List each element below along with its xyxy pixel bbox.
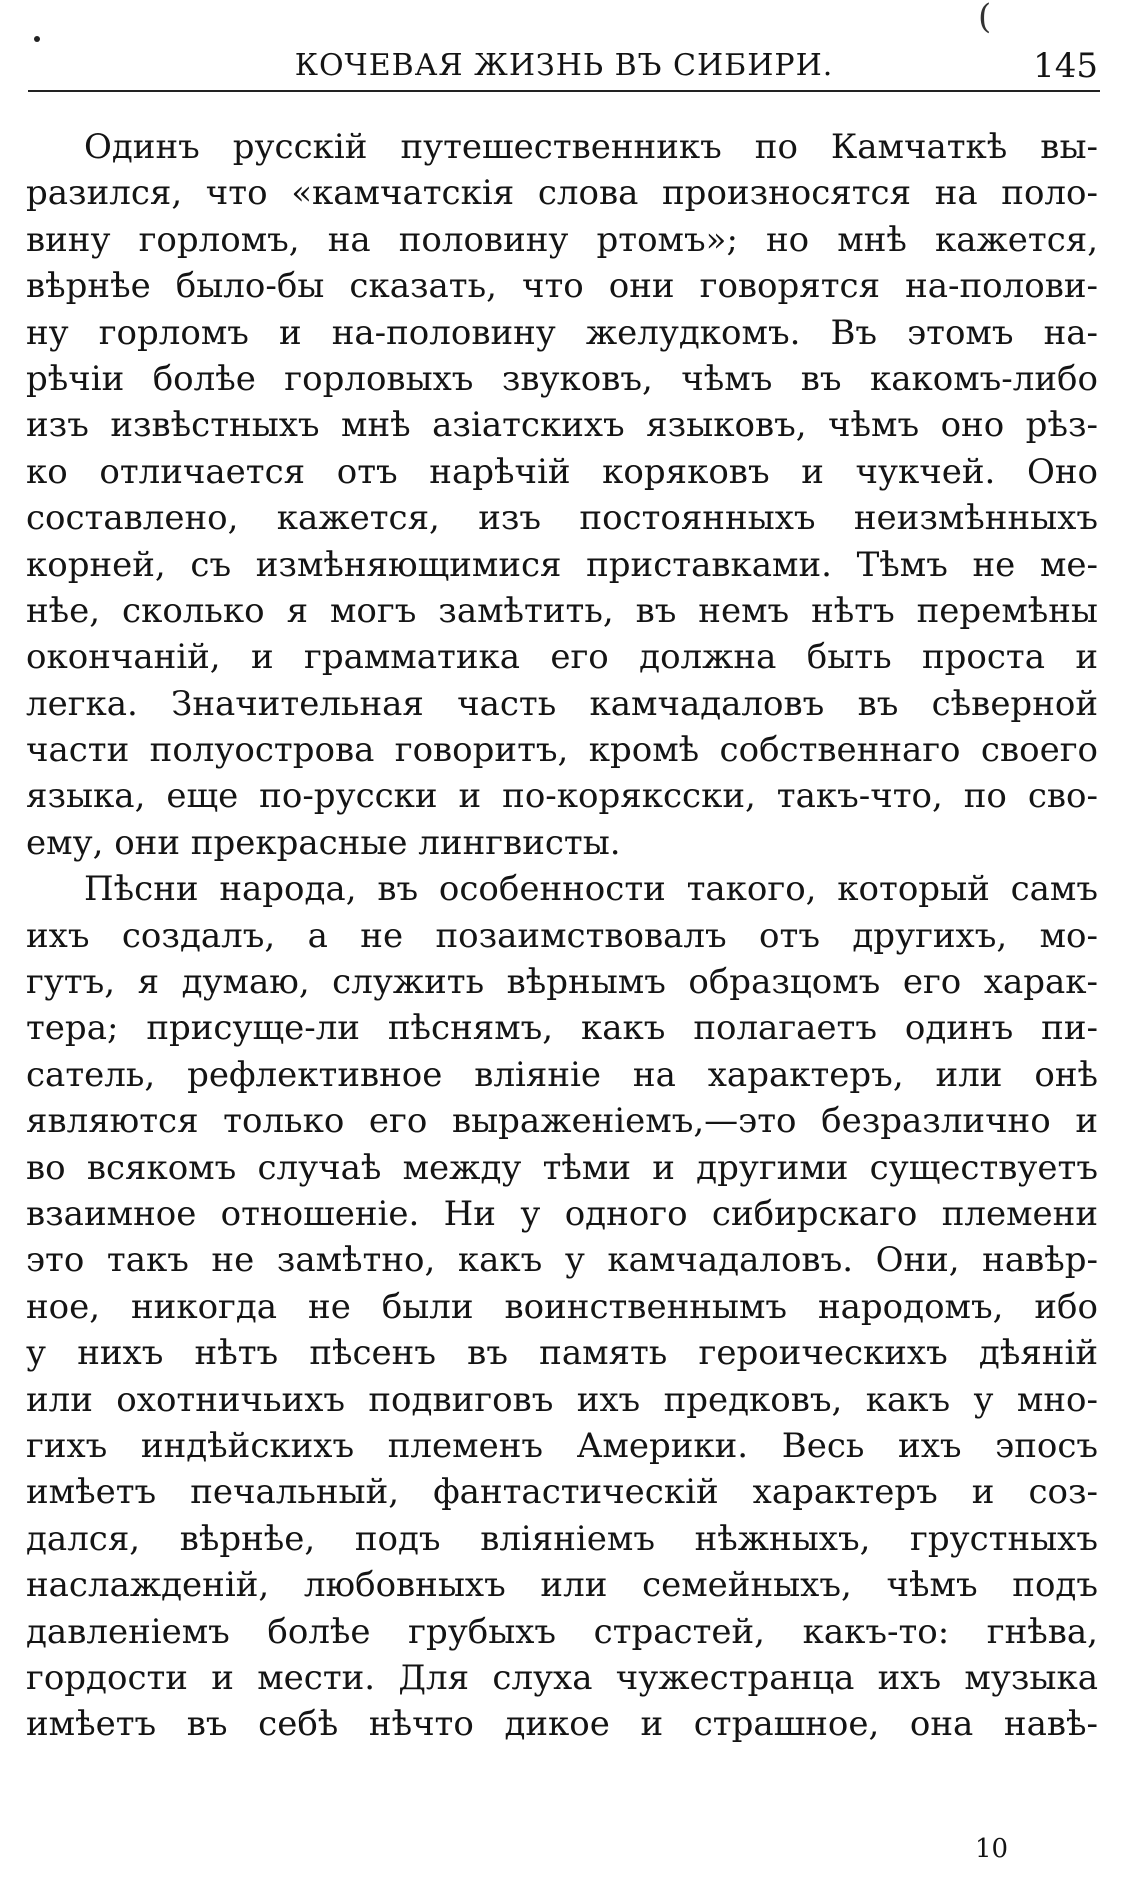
text-line: ихъ создалъ, а не позаимствовалъ отъ другихъ, мо-: [26, 915, 1098, 956]
text-line: тера; присуще-ли пѣснямъ, какъ полагаетъ одинъ пи-: [26, 1008, 1098, 1049]
body-text: [26, 124, 1098, 1748]
text-line: нѣе, сколько я могъ замѣтить, въ немъ нѣтъ перемѣны: [26, 590, 1098, 631]
text-line: или охотничьихъ подвиговъ ихъ предковъ, какъ у мно-: [26, 1379, 1098, 1420]
text-line: дался, вѣрнѣе, подъ вліяніемъ нѣжныхъ, грустныхъ: [26, 1518, 1098, 1559]
text-line: ну горломъ и на-половину желудкомъ. Въ этомъ на-: [26, 312, 1098, 353]
text-line: составлено, кажется, изъ постоянныхъ неизмѣнныхъ: [26, 498, 1098, 539]
text-line: вину горломъ, на половину ртомъ»; но мнѣ кажется,: [26, 219, 1098, 260]
text-line: имѣетъ въ себѣ нѣчто дикое и страшное, она навѣ-: [26, 1704, 1098, 1745]
page-number: 145: [1033, 46, 1098, 86]
text-line: имѣетъ печальный, фантастическій характеръ и соз-: [26, 1472, 1098, 1513]
running-title: КОЧЕВАЯ ЖИЗНЬ ВЪ СИБИРИ.: [294, 48, 834, 83]
text-line: вѣрнѣе было-бы сказать, что они говорятся на-полови-: [26, 266, 1098, 307]
text-line: гутъ, я думаю, служить вѣрнымъ образцомъ его харак-: [26, 962, 1098, 1003]
margin-dot: [34, 36, 40, 42]
text-line: ное, никогда не были воинственнымъ народомъ, ибо: [26, 1286, 1098, 1327]
text-line: наслажденій, любовныхъ или семейныхъ, чѣмъ подъ: [26, 1565, 1098, 1606]
text-line: части полуострова говоритъ, кромѣ собственнаго своего: [26, 730, 1098, 771]
text-line: взаимное отношеніе. Ни у одного сибирскаго племени: [26, 1193, 1098, 1234]
text-line: окончаній, и грамматика его должна быть проста и: [26, 637, 1098, 678]
corner-mark: (: [978, 0, 992, 37]
text-line: Одинъ русскій путешественникъ по Камчаткѣ вы-: [84, 127, 1098, 167]
text-line: во всякомъ случаѣ между тѣми и другими существуетъ: [26, 1147, 1098, 1188]
text-line: у нихъ нѣтъ пѣсенъ въ память героическихъ дѣяній: [26, 1333, 1098, 1374]
text-line: легка. Значительная часть камчадаловъ въ сѣверной: [26, 683, 1098, 724]
text-line: языка, еще по-русски и по-коряксски, такъ-что, по сво-: [26, 776, 1098, 817]
text-line: ему, они прекрасные лингвисты.: [26, 822, 621, 863]
text-line: сатель, рефлективное вліяніе на характеръ, или онѣ: [26, 1054, 1098, 1095]
text-line: гихъ индѣйскихъ племенъ Америки. Весь ихъ эпосъ: [26, 1425, 1098, 1466]
text-line: изъ извѣстныхъ мнѣ азіатскихъ языковъ, чѣмъ оно рѣз-: [26, 405, 1098, 446]
text-line: являются только его выраженіемъ,—это безразлично и: [26, 1101, 1098, 1142]
text-line: ко отличается отъ нарѣчій коряковъ и чукчей. Оно: [26, 451, 1098, 492]
text-line: это такъ не замѣтно, какъ у камчадаловъ. Они, навѣр-: [26, 1240, 1098, 1281]
text-line: Пѣсни народа, въ особенности такого, который самъ: [84, 869, 1098, 910]
text-line: рѣчіи болѣе горловыхъ звуковъ, чѣмъ въ какомъ-либо: [26, 358, 1098, 399]
running-head: [28, 44, 1100, 92]
text-line: разился, что «камчатскія слова произносятся на поло-: [26, 173, 1098, 214]
text-line: давленіемъ болѣе грубыхъ страстей, какъ-то: гнѣва,: [26, 1611, 1098, 1652]
signature-mark: 10: [975, 1834, 1009, 1864]
text-line: корней, съ измѣняющимися приставками. Тѣмъ не ме-: [26, 544, 1098, 585]
text-line: гордости и мести. Для слуха чужестранца ихъ музыка: [26, 1657, 1098, 1698]
